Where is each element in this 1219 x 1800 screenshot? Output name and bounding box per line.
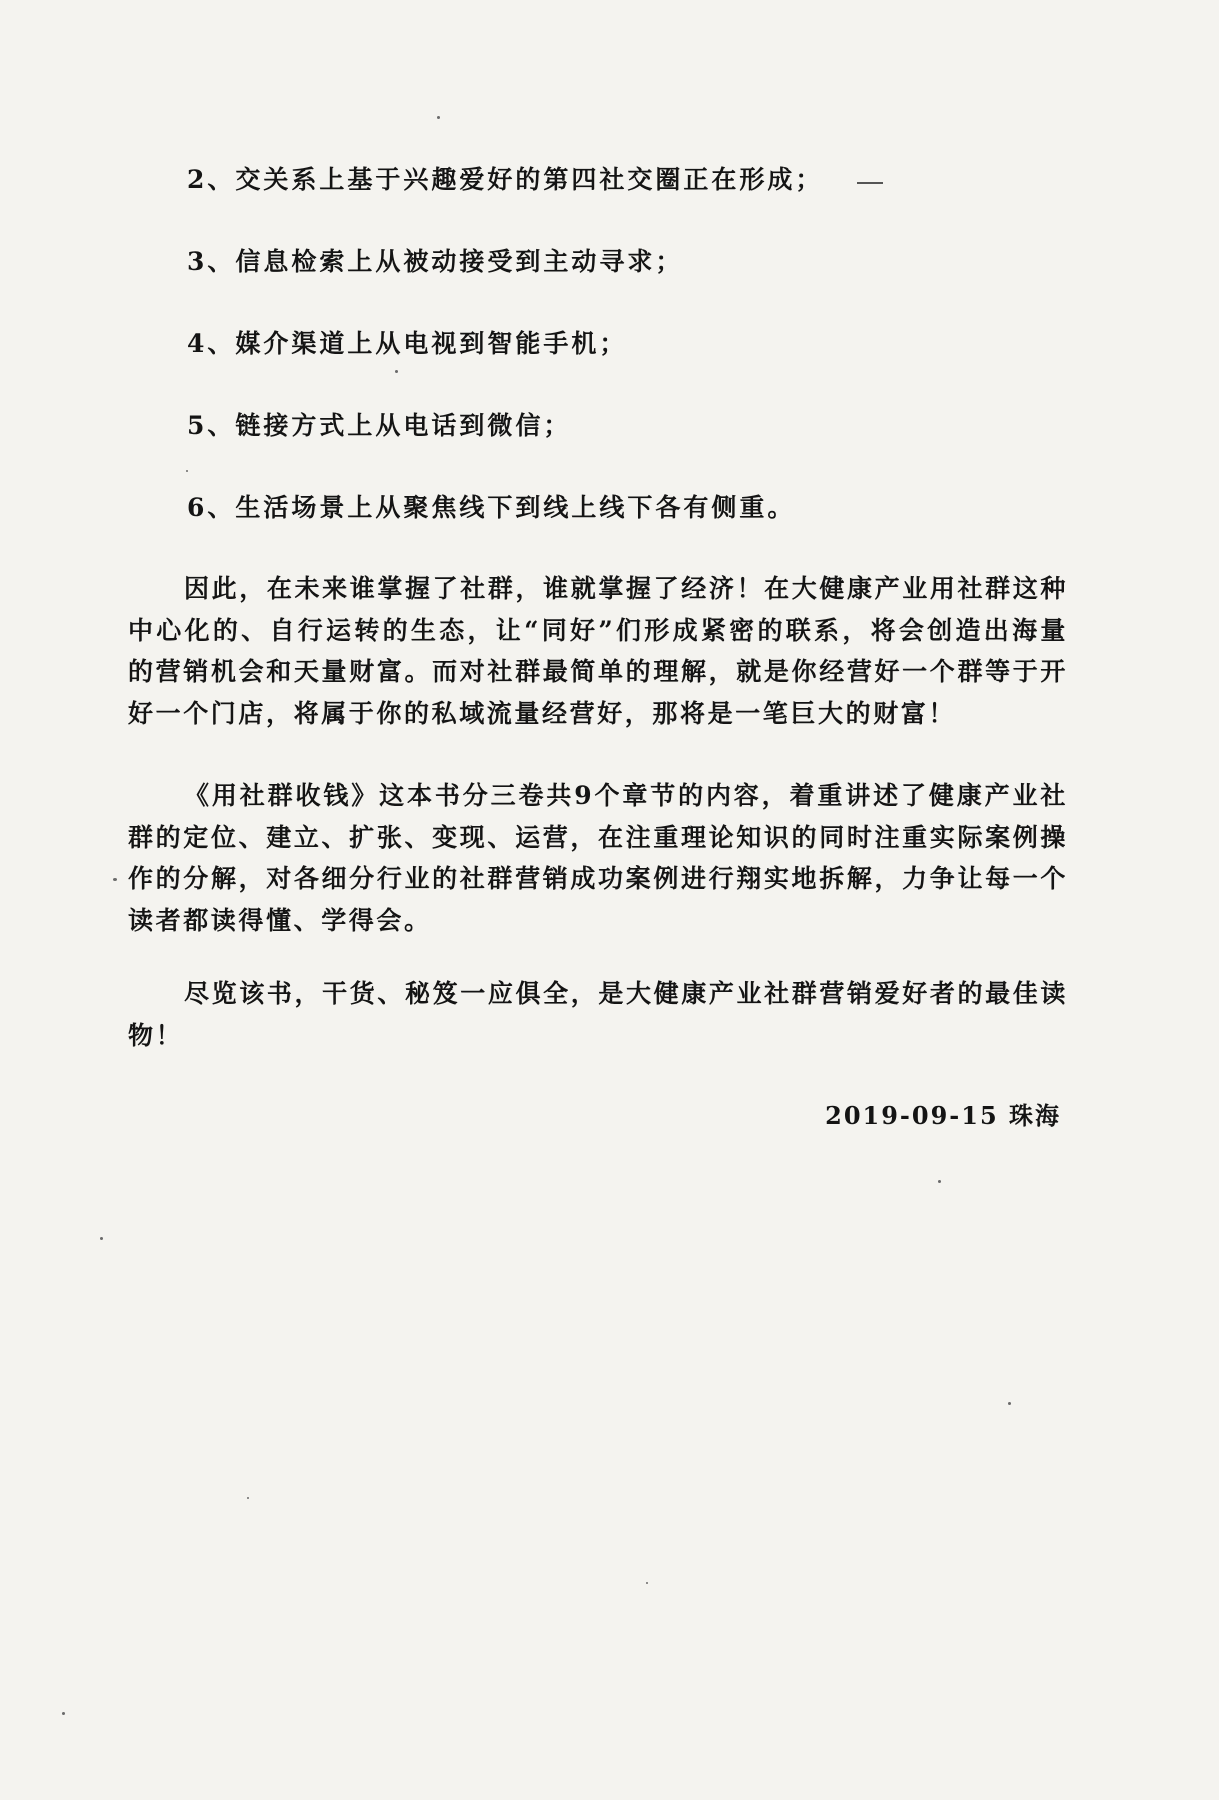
- list-item-6: 6、生活场景上从聚焦线下到线上线下各有侧重。: [187, 493, 796, 522]
- scan-speck: [437, 116, 440, 119]
- paragraph-book-intro: 《用社群收钱》这本书分三卷共9个章节的内容，着重讲述了健康产业社群的定位、建立、扩张、变现、运营，在注重理论知识的同时注重实际案例操作的分解，对各细分行业的社群营销成功案例进行翔实地拆解，力争让每一个读者都读得懂、学得会。: [128, 781, 1068, 935]
- scan-speck: [113, 878, 117, 881]
- scan-speck: [186, 470, 188, 472]
- scan-speck: [1008, 1402, 1011, 1405]
- paragraph-conclusion: 因此，在未来谁掌握了社群，谁就掌握了经济！在大健康产业用社群这种中心化的、自行运转的生态，让“同好”们形成紧密的联系，将会创造出海量的营销机会和天量财富。而对社群最简单的理解，就是你经营好一个群等于开好一个门店，将属于你的私域流量经营好，那将是一笔巨大的财富！: [128, 574, 1068, 728]
- list-item-4: 4、媒介渠道上从电视到智能手机；: [187, 329, 628, 358]
- list-item-3: 3、信息检索上从被动接受到主动寻求；: [187, 247, 684, 276]
- signature-date-place: 2019-09-15 珠海: [825, 1101, 1061, 1130]
- scan-speck: [247, 1497, 249, 1499]
- scan-speck: [62, 1712, 65, 1715]
- list-item-2: 2、交关系上基于兴趣爱好的第四社交圈正在形成；: [187, 165, 824, 194]
- scan-speck: [938, 1180, 941, 1183]
- scan-mark: [857, 182, 883, 184]
- scan-speck: [646, 1582, 648, 1584]
- scan-speck: [395, 370, 398, 373]
- list-item-5: 5、链接方式上从电话到微信；: [187, 411, 572, 440]
- paragraph-recommendation: 尽览该书，干货、秘笈一应俱全，是大健康产业社群营销爱好者的最佳读物！: [128, 979, 1068, 1050]
- scan-speck: [100, 1237, 103, 1240]
